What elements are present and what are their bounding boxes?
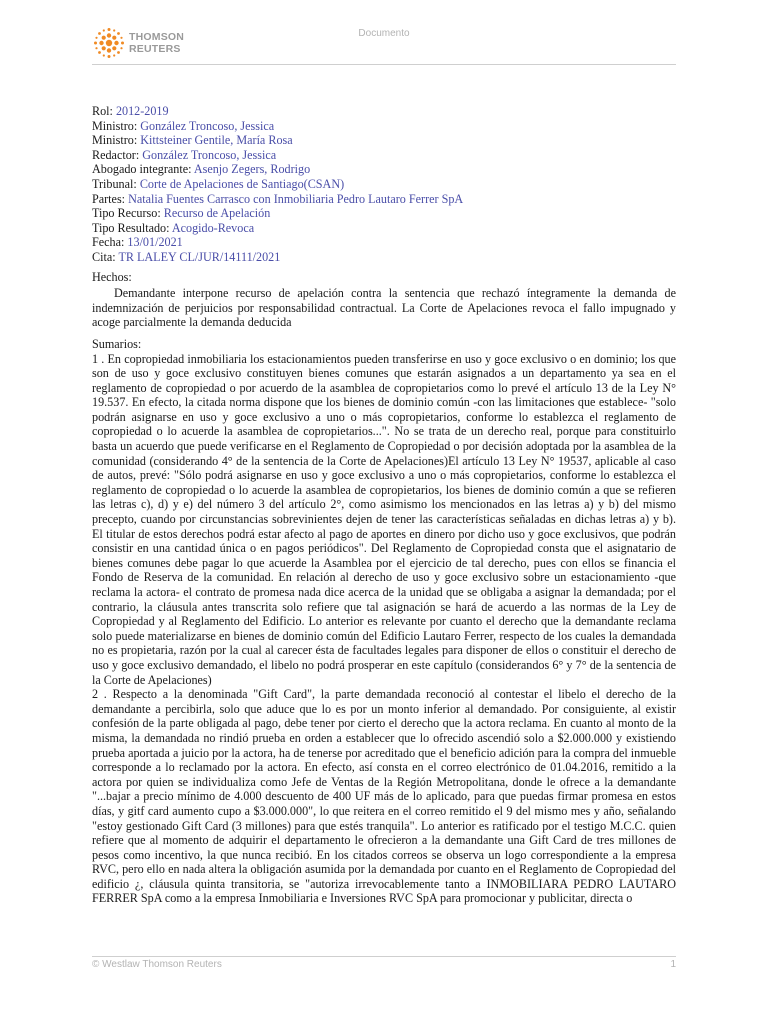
meta-label: Abogado integrante: <box>92 162 192 177</box>
page-footer <box>92 956 676 970</box>
hechos-body: Demandante interpone recurso de apelación contra la sentencia que rechazó íntegramente la demanda de indemnización de perjuicios por responsabilidad contractual. La Corte de Apelaciones revoca el fallo impugnado y acoge parcialmente la demanda deducida <box>92 286 676 330</box>
meta-label: Tribunal: <box>92 176 137 191</box>
meta-value-link[interactable]: TR LALEY CL/JUR/14111/2021 <box>118 249 281 264</box>
meta-value-link[interactable]: González Troncoso, Jessica <box>142 147 277 162</box>
meta-label: Cita: <box>92 249 116 264</box>
footer-copyright: © Westlaw Thomson Reuters <box>92 959 222 970</box>
meta-tribunal <box>92 177 676 192</box>
meta-label: Partes: <box>92 191 126 206</box>
meta-label: Tipo Recurso: <box>92 206 161 221</box>
sumarios-title: Sumarios: <box>92 336 142 351</box>
meta-value-link[interactable]: Asenjo Zegers, Rodrigo <box>193 162 311 177</box>
meta-value-link[interactable]: González Troncoso, Jessica <box>140 118 275 133</box>
meta-partes <box>92 192 676 207</box>
meta-label: Redactor: <box>92 147 140 162</box>
document-content <box>92 104 676 906</box>
meta-label: Fecha: <box>92 235 125 250</box>
meta-label: Ministro: <box>92 133 138 148</box>
meta-value-link[interactable]: Kittsteiner Gentile, María Rosa <box>140 133 293 148</box>
meta-value-link[interactable]: 13/01/2021 <box>127 235 183 250</box>
metadata-block <box>92 104 676 265</box>
hechos-title: Hechos: <box>92 269 132 284</box>
meta-value-link[interactable]: Corte de Apelaciones de Santiago(CSAN) <box>139 176 345 191</box>
meta-ministro-2 <box>92 133 676 148</box>
meta-tipo-resultado <box>92 221 676 236</box>
meta-tipo-recurso <box>92 206 676 221</box>
meta-redactor <box>92 148 676 163</box>
logo-line-2: REUTERS <box>129 43 181 55</box>
logo-line-1: THOMSON <box>129 31 185 43</box>
meta-abogado <box>92 162 676 177</box>
page-number: 1 <box>670 959 676 970</box>
page-header <box>92 24 676 65</box>
meta-value-link[interactable]: Natalia Fuentes Carrasco con Inmobiliaria Pedro Lautaro Ferrer SpA <box>128 191 464 206</box>
sumario-paragraph-2: 2 . Respecto a la denominada "Gift Card", la parte demandada reconoció al contestar el libelo el derecho de la demandante a percibirla, solo que aduce que lo es por un monto inferior al demandado. Por consiguiente, al existir confesión de la parte obligada al pago, debe tener por cierto el derecho que la actora reclama. En cuanto al monto de la misma, la demandada no rindió prueba en orden a establecer que lo ofrecido ascendió solo a $2.000.000 y existiendo prueba aportada a juicio por la actora, ha de tenerse por acreditado que el beneficio adición para la compra del inmueble corresponde a lo reclamado por la actora. En efecto, así consta en el correo electrónico de 01.04.2016, remitido a la actora por quien se individualiza como Jefe de Ventas de la Región Metropolitana, donde le ofrece a la demandante "...bajar a precio mínimo de 4.000 descuento de 400 UF más de lo aplicado, para que puedas firmar promesa en estos días, y gitf card aumento cupo a $3.000.000", lo que reitera en el correo remitido el 9 del mismo mes y año, señalando "estoy gestionado Gift Card (3 millones) para que estés tranquila". Lo anterior es ratificado por el testigo M.C.C. quien refiere que al momento de adquirir el departamento le ofrecieron a la demandante una Gift Card de tres millones de pesos como incentivo, la que nunca recibió. En los citados correos se observa un logo correspondiente a la empresa RVC, pero ello en nada altera la obligación asumida por la demandada por cuanto en el Reglamento de Copropiedad del edificio ¿, cláusula quinta transitoria, se "autoriza irrevocablemente tanto a INMOBILIARA PEDRO LAUTARO FERRER SpA como a la empresa Inmobiliaria e Inversiones RVC SpA para promocionar y publicitar, directa o <box>92 687 676 906</box>
document-label: Documento <box>358 28 410 39</box>
meta-label: Tipo Resultado: <box>92 220 170 235</box>
meta-label: Rol: <box>92 104 113 118</box>
meta-rol <box>92 104 676 119</box>
meta-value-link[interactable]: 2012-2019 <box>115 104 169 118</box>
meta-label: Ministro: <box>92 118 138 133</box>
meta-value-link[interactable]: Acogido-Revoca <box>171 220 255 235</box>
sumario-paragraph-1: 1 . En copropiedad inmobiliaria los estacionamientos pueden transferirse en uso y goce exclusivo o en dominio; los que son de uso y goce exclusivo constituyen bienes comunes que estarán asignados a un departamento ya sea en el reglamento de copropiedad o por acuerdo de la asamblea de copropietarios como lo prevé el artículo 13 de la Ley N° 19.537. En efecto, la citada norma dispone que los bienes de dominio común -con las limitaciones que establece- "solo podrán asignarse en uso y goce exclusivo a uno o más copropietarios, conforme lo establezca el reglamento de copropiedad o lo acuerde la asamblea de copropietarios...". No se trata de un derecho real, porque para constituirlo basta un acuerdo que puede verificarse en el Reglamento de Copropiedad o por decisión adoptada por la asamblea de la comunidad (considerando 4° de la sentencia de la Corte de Apelaciones)El artículo 13 Ley N° 19537, aplicable al caso de autos, prevé: "Sólo podrá asignarse en uso y goce exclusivo a uno o más copropietarios, conforme lo establezca el reglamento de copropiedad o lo acuerde la asamblea de copropietarios, los bienes de dominio común a que se refieren las letras c), d) y e) del número 3 del artículo 2°, como asimismo los mencionados en las letras a) y b) del mismo precepto, cuando por circunstancias sobrevinientes dejen de tener las características señaladas en dichas letras a) y b). El titular de estos derechos podrá estar afecto al pago de aportes en dinero por dicho uso y goce exclusivos, que podrán consistir en una cantidad única o en pagos periódicos". Del Reglamento de Copropiedad consta que el asignatario de bienes comunes debe pagar lo que acuerde la Asamblea por el ejercicio de tal derecho, pues con ellos se financia el Fondo de Reserva de la comunidad. En relación al derecho de uso y goce exclusivo sobre un estacionamiento -que reclama la actora- el contrato de promesa nada dice acerca de la unidad que se obligaba a asignar la demandada; por el contrario, la cláusula antes transcrita solo refiere que tal asignación se hará de acuerdo a las normas de la Ley de Copropiedad y al Reglamento del Edificio. Lo anterior es relevante por cuanto el derecho que la demandante reclama solo puede materializarse en bienes de dominio común del Edificio Lautaro Ferrer, respecto de los cuales la demandada no es propietaria, razón por la cual al carecer ésta de facultades legales para disponer de ellos o constituir el derecho de uso y goce exclusivo demandado, el libelo no podrá prosperar en este capítulo (considerandos 6° y 7° de la sentencia de la Corte de Apelaciones) <box>92 351 676 687</box>
meta-cita <box>92 250 676 265</box>
meta-value-link[interactable]: Recurso de Apelación <box>163 206 271 221</box>
meta-ministro-1 <box>92 119 676 134</box>
meta-fecha <box>92 235 676 250</box>
